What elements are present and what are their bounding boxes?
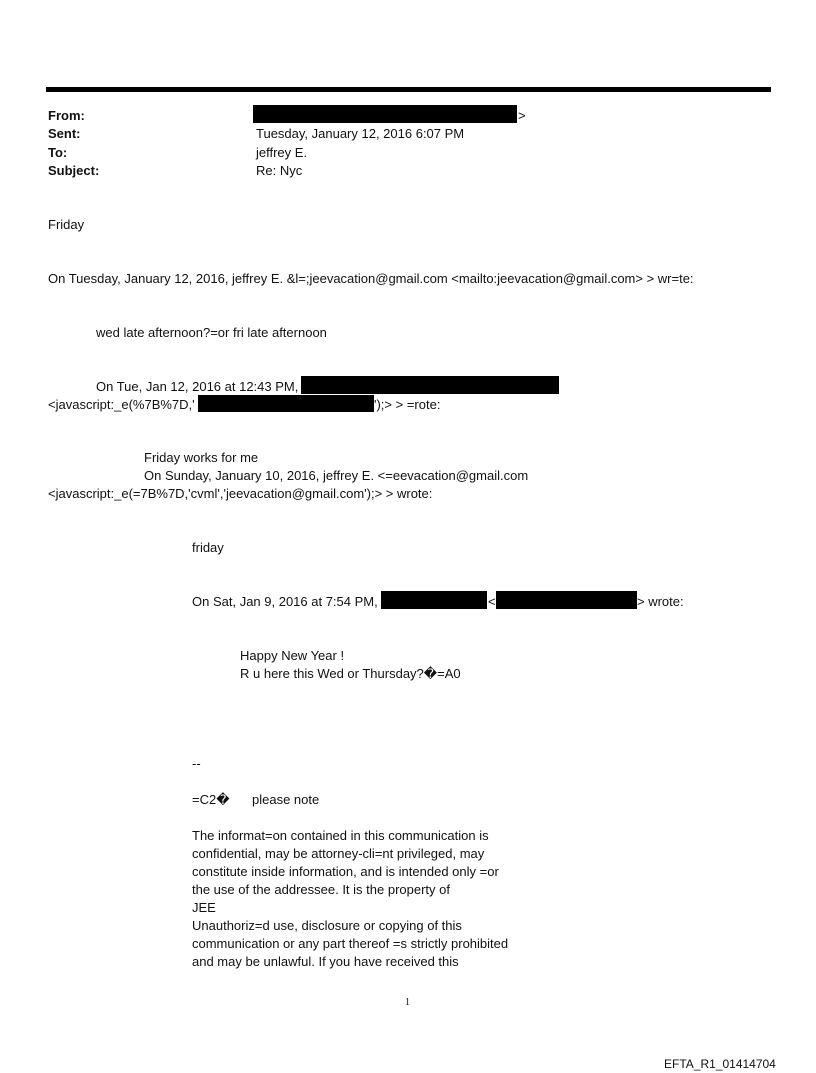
page-number: 1 xyxy=(405,997,410,1008)
quote4-header-lt: < xyxy=(488,594,496,609)
signature-code: =C2� xyxy=(192,792,230,807)
signature-dashes: -- xyxy=(192,756,201,771)
to-value: jeffrey E. xyxy=(256,145,308,160)
sent-value: Tuesday, January 12, 2016 6:07 PM xyxy=(256,126,465,141)
from-label: From: xyxy=(48,108,85,123)
quote1-header: On Tuesday, January 12, 2016, jeffrey E. &l=;jeevacation@gmail.com <mailto:jeevacation@gmail.com> > wr=te: xyxy=(48,271,694,286)
disclaimer-line: the use of the addressee. It is the property of xyxy=(192,882,450,897)
message-4-line2: R u here this Wed or Thursday?�=A0 xyxy=(240,666,461,681)
quote2-header-line1: On Tue, Jan 12, 2016 at 12:43 PM, xyxy=(96,379,299,394)
document-id: EFTA_R1_01414704 xyxy=(664,1057,776,1071)
to-label: To: xyxy=(48,145,68,160)
redacted-quote2-sender xyxy=(301,376,559,394)
message-3: friday xyxy=(192,540,224,555)
redacted-quote4-email xyxy=(496,591,637,609)
disclaimer-line: The informat=on contained in this communication is xyxy=(192,828,489,843)
subject-label: Subject: xyxy=(48,163,100,178)
message-2: Friday works for me xyxy=(144,450,259,465)
sent-label: Sent: xyxy=(48,126,81,141)
quote3-header-line1: On Sunday, January 10, 2016, jeffrey E. <=eevacation@gmail.com xyxy=(144,468,529,483)
message-1: wed late afternoon?=or fri late afternoon xyxy=(96,325,327,340)
disclaimer-line: confidential, may be attorney-cli=nt privileged, may xyxy=(192,846,485,861)
disclaimer-line: communication or any part thereof =s strictly prohibited xyxy=(192,936,509,951)
redacted-quote2-email xyxy=(198,395,374,412)
redacted-quote4-name xyxy=(381,591,487,609)
quote3-header-line2: <javascript:_e(=7B%7D,'cvml','jeevacation@gmail.com');> > wrote: xyxy=(48,486,433,501)
header-rule xyxy=(46,87,771,92)
redacted-from xyxy=(253,105,517,123)
reply-text: Friday xyxy=(48,217,85,232)
message-4-line1: Happy New Year ! xyxy=(240,648,345,663)
disclaimer-line: Unauthoriz=d use, disclosure or copying of this xyxy=(192,918,462,933)
quote2-header-line2-start: <javascript:_e(%7B%7D,' xyxy=(48,397,195,412)
quote4-header-start: On Sat, Jan 9, 2016 at 7:54 PM, xyxy=(192,594,378,609)
quote2-header-line2-end: ');> > =rote: xyxy=(374,397,441,412)
quote4-header-end: > wrote: xyxy=(637,594,684,609)
signature-note: please note xyxy=(252,792,320,807)
subject-value: Re: Nyc xyxy=(256,163,303,178)
disclaimer-line: constitute inside information, and is intended only =or xyxy=(192,864,499,879)
from-value: > xyxy=(518,108,526,123)
disclaimer-line: and may be unlawful. If you have received this xyxy=(192,954,459,969)
disclaimer-line: JEE xyxy=(192,900,216,915)
